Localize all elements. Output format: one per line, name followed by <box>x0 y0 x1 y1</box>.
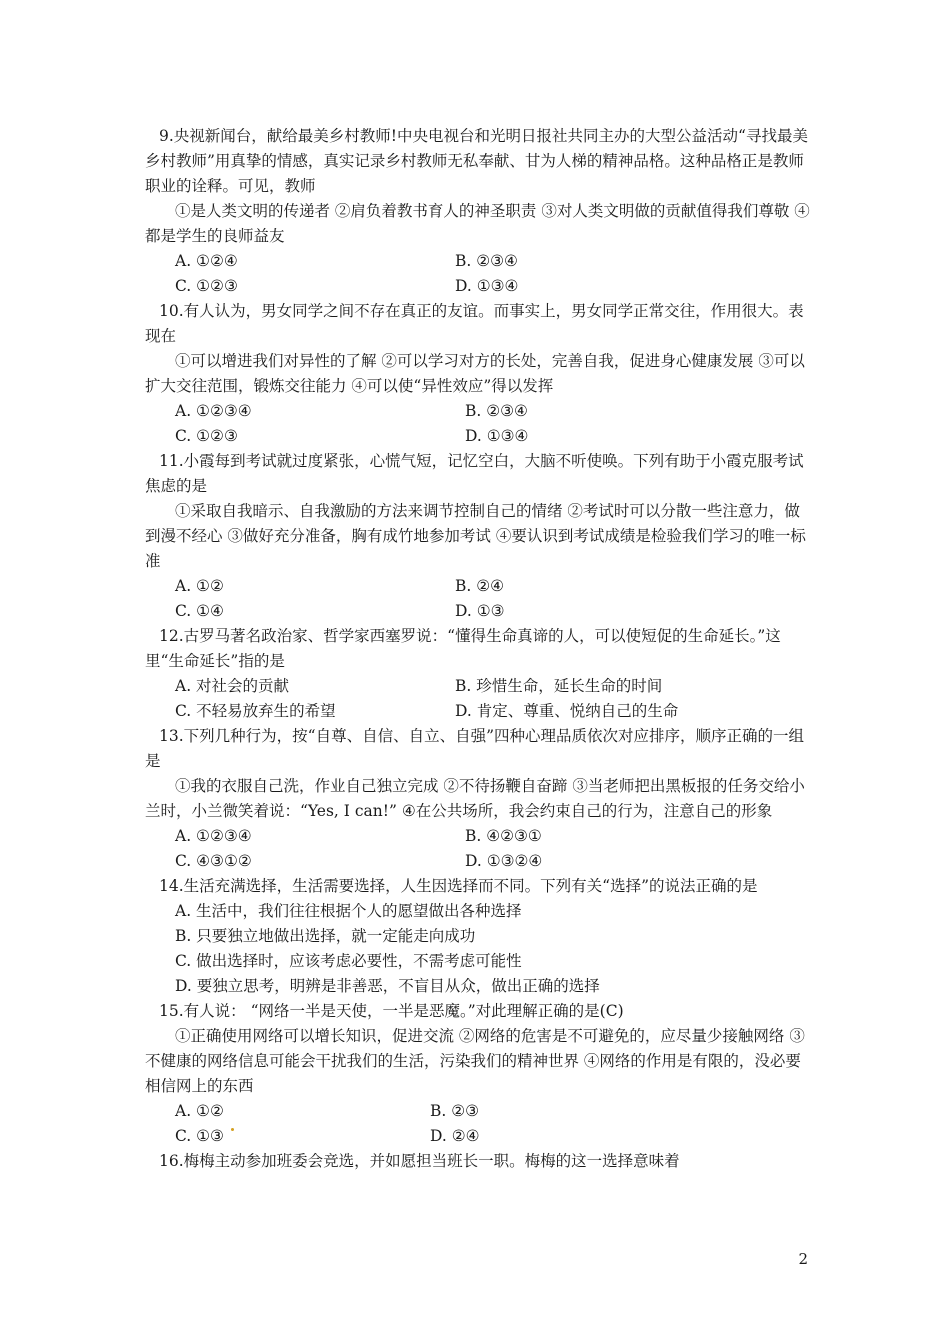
question-stem: 9.央视新闻台，献给最美乡村教师!中央电视台和光明日报社共同主办的大型公益活动“寻找最美乡村教师”用真挚的情感，真实记录乡村教师无私奉献、甘为人梯的精神品格。这种品格正是教师职业的诠释。可见，教师 <box>145 127 808 195</box>
question-15 <box>145 999 815 1149</box>
option-b: B. ④②③① <box>465 827 542 845</box>
question-statements: ①正确使用网络可以增长知识，促进交流 ②网络的危害是不可避免的，应尽量少接触网络 ③不健康的网络信息可能会干扰我们的生活，污染我们的精神世界 ④网络的作用是有限的，没必要相信网上的东西 <box>145 1027 805 1095</box>
question-12 <box>145 624 815 724</box>
option-d: D. 肯定、尊重、悦纳自己的生命 <box>455 702 679 720</box>
page-number: 2 <box>798 1250 808 1268</box>
option-a: A. 生活中，我们往往根据个人的愿望做出各种选择 <box>175 902 522 920</box>
question-stem: 11.小霞每到考试就过度紧张，心慌气短，记忆空白，大脑不听使唤。下列有助于小霞克服考试焦虑的是 <box>145 452 804 495</box>
option-b: B. ②③ <box>430 1102 480 1120</box>
option-d: D. ①③ <box>455 602 505 620</box>
option-c: C. ①②③ <box>175 277 238 295</box>
question-16 <box>145 1149 815 1174</box>
option-d: D. ②④ <box>430 1127 480 1145</box>
option-c: C. 不轻易放弃生的希望 <box>175 702 336 720</box>
option-a: A. ①②③④ <box>175 827 252 845</box>
question-9 <box>145 124 815 299</box>
question-11 <box>145 449 815 624</box>
question-statements: ①采取自我暗示、自我激励的方法来调节控制自己的情绪 ②考试时可以分散一些注意力，做到漫不经心 ③做好充分准备，胸有成竹地参加考试 ④要认识到考试成绩是检验我们学习的唯一标准 <box>145 502 806 570</box>
question-14 <box>145 874 815 999</box>
option-b: B. ②④ <box>455 577 505 595</box>
stray-mark <box>231 1128 234 1131</box>
option-d: D. ①③②④ <box>465 852 543 870</box>
option-a: A. ①②③④ <box>175 402 252 420</box>
option-b: B. ②③④ <box>455 252 518 270</box>
question-stem: 12.古罗马著名政治家、哲学家西塞罗说：“懂得生命真谛的人，可以使短促的生命延长。”这里“生命延长”指的是 <box>145 627 781 670</box>
option-c: C. 做出选择时，应该考虑必要性，不需考虑可能性 <box>175 952 522 970</box>
option-a: A. ①② <box>175 577 224 595</box>
option-c: C. ①④ <box>175 602 224 620</box>
option-a: A. ①②④ <box>175 252 238 270</box>
question-list <box>145 124 815 1174</box>
option-a: A. ①② <box>175 1102 224 1120</box>
question-stem: 16.梅梅主动参加班委会竞选，并如愿担当班长一职。梅梅的这一选择意味着 <box>159 1152 680 1170</box>
question-stem: 10.有人认为，男女同学之间不存在真正的友谊。而事实上，男女同学正常交往，作用很大。表现在 <box>145 302 804 345</box>
option-c: C. ①②③ <box>175 427 238 445</box>
option-d: D. ①③④ <box>465 427 529 445</box>
question-stem: 13.下列几种行为，按“自尊、自信、自立、自强”四种心理品质依次对应排序，顺序正确的一组是 <box>145 727 805 770</box>
option-b: B. 只要独立地做出选择，就一定能走向成功 <box>175 927 476 945</box>
option-c: C. ④③①② <box>175 852 252 870</box>
question-statements: ①是人类文明的传递者 ②肩负着教书育人的神圣职责 ③对人类文明做的贡献值得我们尊敬 ④都是学生的良师益友 <box>145 202 810 245</box>
option-d: D. ①③④ <box>455 277 519 295</box>
question-statements: ①我的衣服自己洗，作业自己独立完成 ②不待扬鞭自奋蹄 ③当老师把出黑板报的任务交给小兰时，小兰微笑着说：“Yes, I can!” ④在公共场所，我会约束自己的行为，注意自己的形象 <box>145 777 805 820</box>
option-b: B. ②③④ <box>465 402 528 420</box>
option-b: B. 珍惜生命，延长生命的时间 <box>455 677 663 695</box>
question-stem: 14.生活充满选择，生活需要选择，人生因选择而不同。下列有关“选择”的说法正确的是 <box>159 877 758 895</box>
question-stem: 15.有人说： “网络一半是天使，一半是恶魔。”对此理解正确的是(C) <box>159 1002 624 1020</box>
option-a: A. 对社会的贡献 <box>175 677 290 695</box>
question-13 <box>145 724 815 874</box>
option-d: D. 要独立思考，明辨是非善恶，不盲目从众，做出正确的选择 <box>175 977 600 995</box>
question-statements: ①可以增进我们对异性的了解 ②可以学习对方的长处，完善自我，促进身心健康发展 ③可以扩大交往范围，锻炼交往能力 ④可以使“异性效应”得以发挥 <box>145 352 805 395</box>
option-c: C. ①③ <box>175 1127 224 1145</box>
question-10 <box>145 299 815 449</box>
